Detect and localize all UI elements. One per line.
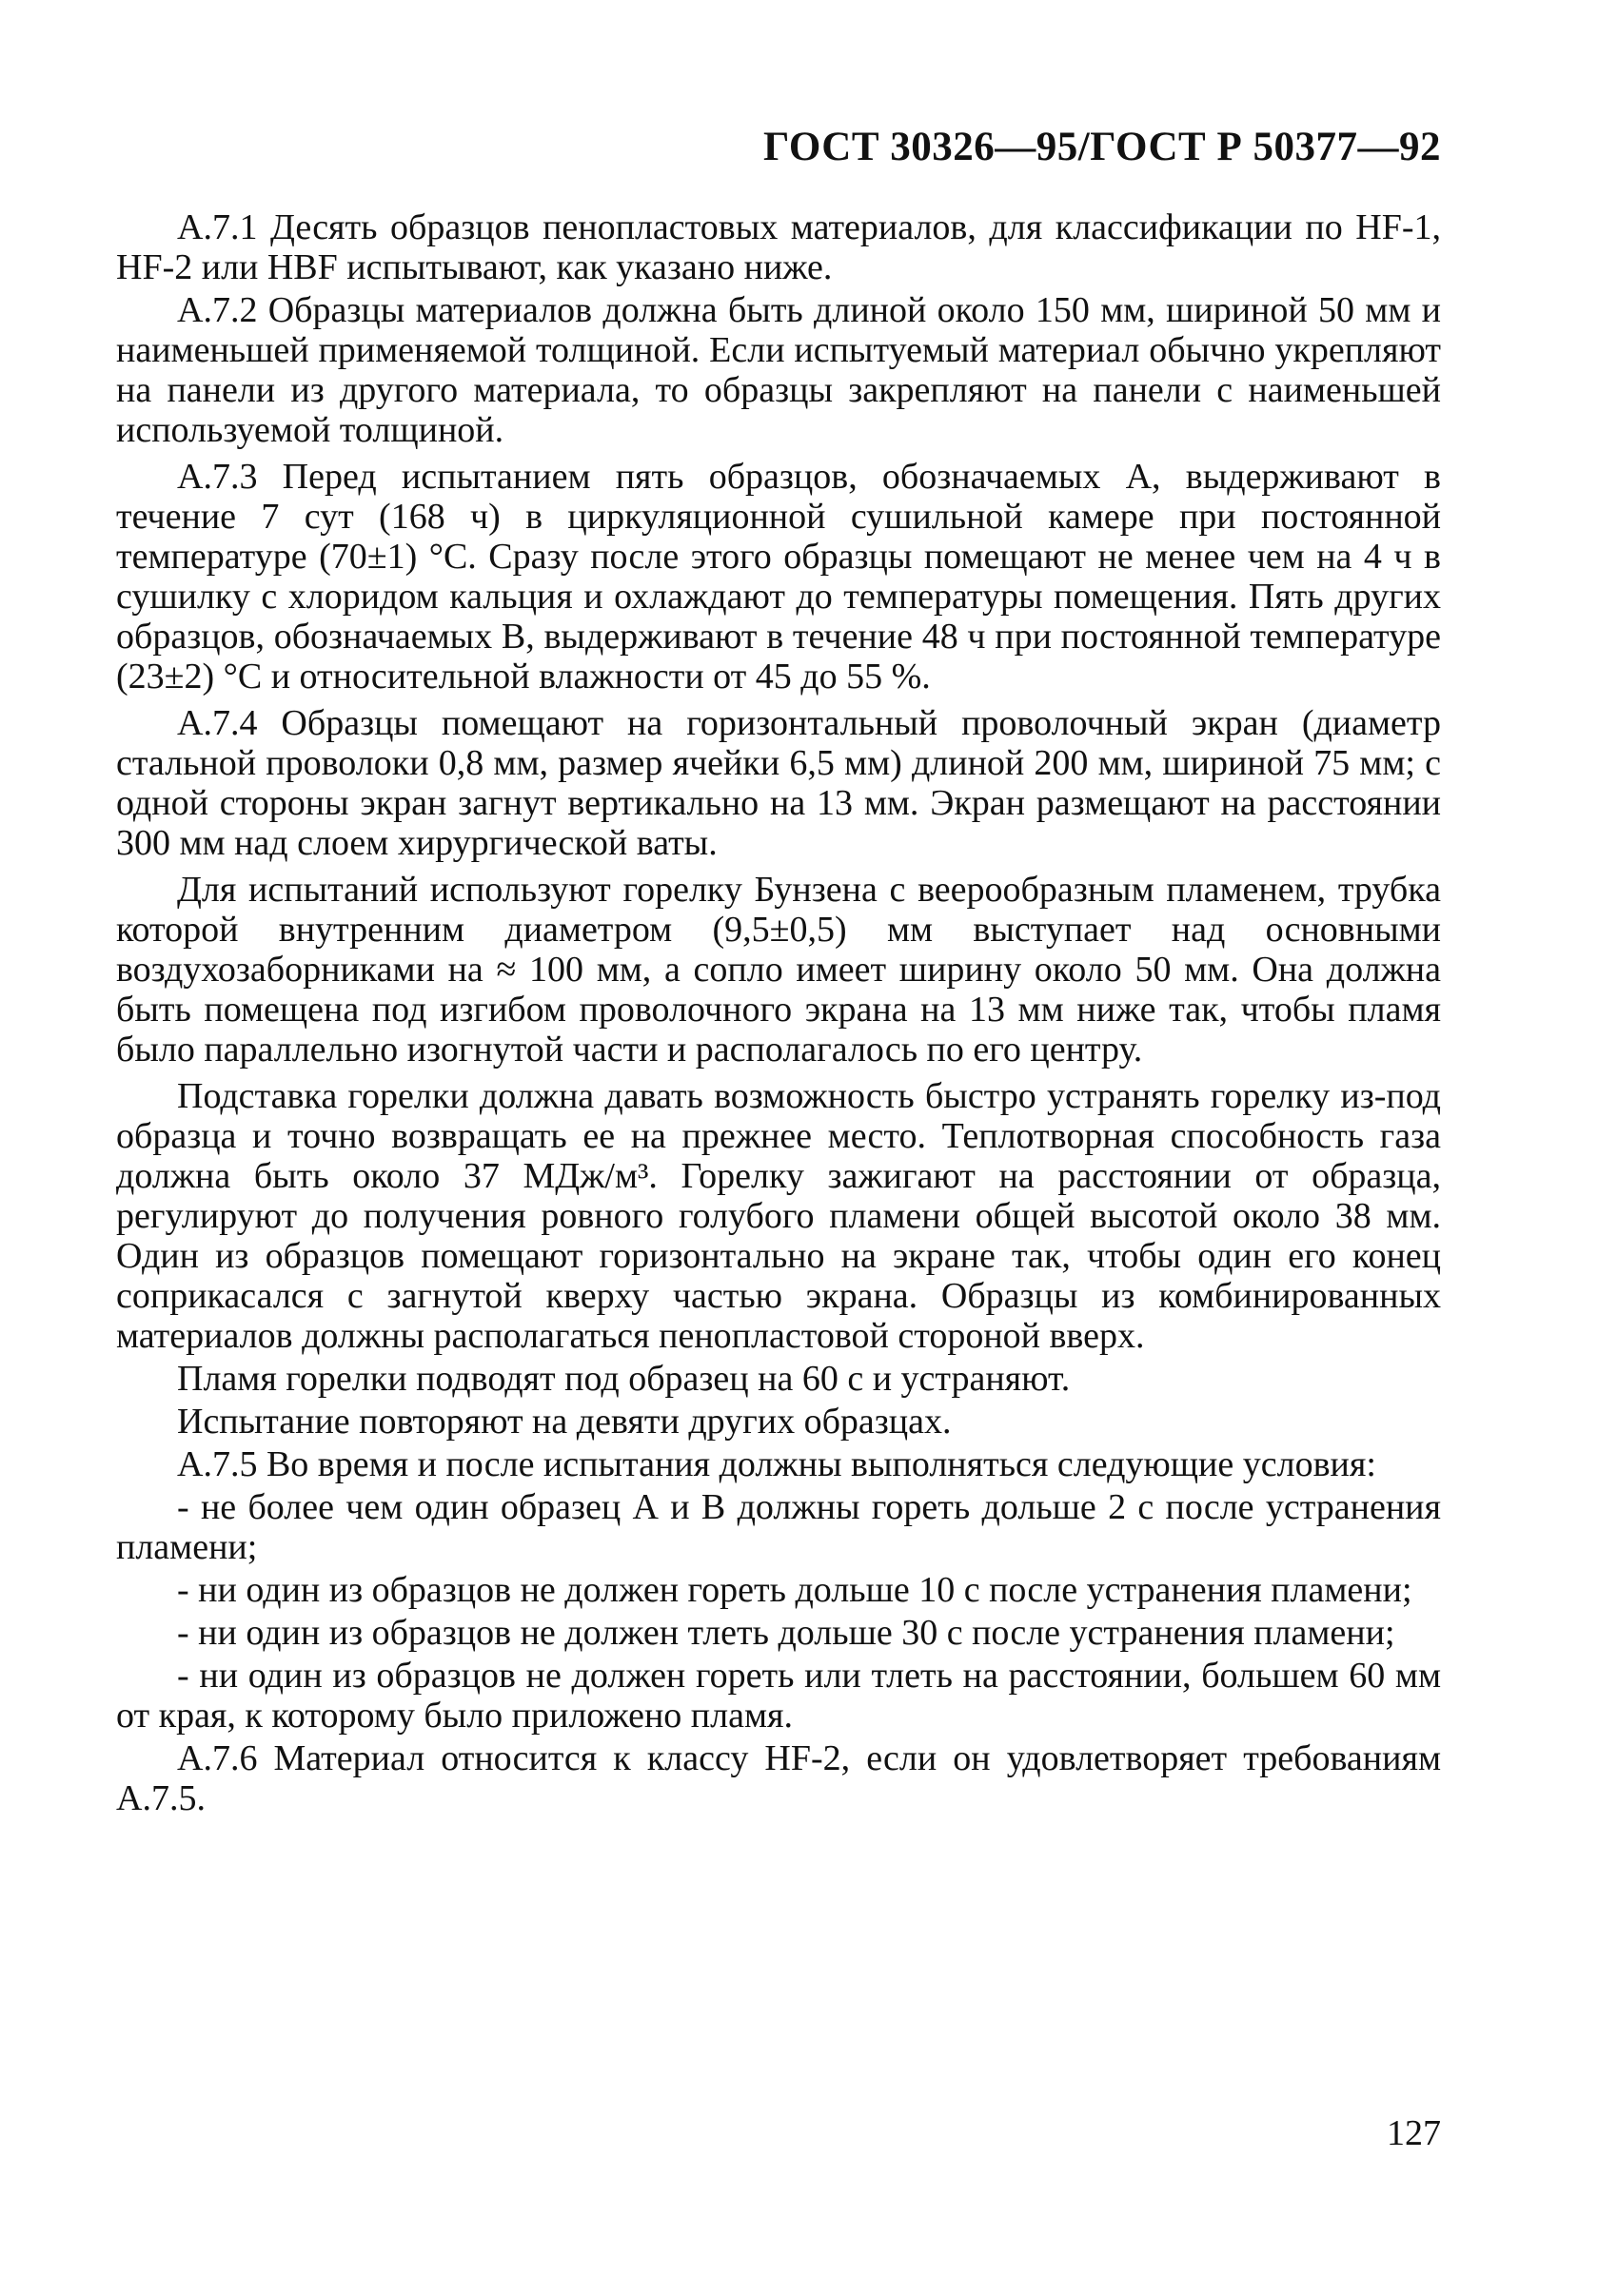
paragraph-a-7-5: А.7.5 Во время и после испытания должны выполняться следующие условия: — [177, 1444, 1376, 1484]
document-header: ГОСТ 30326—95/ГОСТ Р 50377—92 — [763, 125, 1441, 169]
condition-item: - не более чем один образец А и В должны гореть дольше 2 с после устранения пламени; — [116, 1487, 1441, 1567]
paragraph-a-7-4: А.7.4 Образцы помещают на горизонтальный проволочный экран (диаметр стальной проволоки 0,8 мм, размер ячейки 6,5 мм) длиной 200 мм, шириной 75 мм; с одной стороны экран загнут вертикально на 13 мм. Экран размещают на расстоянии 300 мм над слоем хирургической ваты. — [116, 703, 1441, 863]
paragraph-burner-stand: Подставка горелки должна давать возможность быстро устранять горелку из-под образца и точно возвращать ее на прежнее место. Теплотворная способность газа должна быть около 37 МДж/м³. Горелку зажигают на расстоянии от образца, регулируют до получения ровного голубого пламени общей высотой около 38 мм. Один из образцов помещают горизонтально на экране так, чтобы один его конец соприкасался с загнутой кверху частью экрана. Образцы из комбинированных материалов должны располагаться пенопластовой стороной вверх. — [116, 1076, 1441, 1356]
document-body — [116, 207, 1441, 1818]
condition-item: - ни один из образцов не должен гореть или тлеть на расстоянии, большем 60 мм от края, к которому было приложено пламя. — [116, 1656, 1441, 1736]
paragraph-a-7-2: А.7.2 Образцы материалов должна быть длиной около 150 мм, шириной 50 мм и наименьшей применяемой толщиной. Если испытуемый материал обычно укрепляют на панели из другого материала, то образцы закрепляют на панели с наименьшей используемой толщиной. — [116, 290, 1441, 450]
document-page — [116, 0, 1441, 2296]
paragraph-a-7-1: А.7.1 Десять образцов пенопластовых материалов, для классификации по HF-1, HF-2 или HBF испытывают, как указано ниже. — [116, 207, 1441, 287]
paragraph-flame-apply: Пламя горелки подводят под образец на 60 с и устраняют. — [177, 1359, 1071, 1399]
page-number: 127 — [1387, 2113, 1441, 2153]
condition-item: - ни один из образцов не должен тлеть дольше 30 с после устранения пламени; — [177, 1613, 1395, 1653]
paragraph-a-7-3: А.7.3 Перед испытанием пять образцов, обозначаемых А, выдерживают в течение 7 сут (168 ч) в циркуляционной сушильной камере при постоянной температуре (70±1) °С. Сразу после этого образцы помещают не менее чем на 4 ч в сушилку с хлоридом кальция и охлаждают до температуры помещения. Пять других образцов, обозначаемых В, выдерживают в течение 48 ч при постоянной температуре (23±2) °С и относительной влажности от 45 до 55 %. — [116, 457, 1441, 697]
paragraph-repeat: Испытание повторяют на девяти других образцах. — [177, 1402, 952, 1442]
paragraph-a-7-6: А.7.6 Материал относится к классу HF-2, если он удовлетворяет требованиям А.7.5. — [116, 1738, 1441, 1818]
paragraph-burner: Для испытаний используют горелку Бунзена с веерообразным пламенем, трубка которой внутренним диаметром (9,5±0,5) мм выступает над основными воздухозаборниками на ≈ 100 мм, а сопло имеет ширину около 50 мм. Она должна быть помещена под изгибом проволочного экрана на 13 мм ниже так, чтобы пламя было параллельно изогнутой части и располагалось по его центру. — [116, 870, 1441, 1070]
condition-item: - ни один из образцов не должен гореть дольше 10 с после устранения пламени; — [177, 1570, 1412, 1610]
